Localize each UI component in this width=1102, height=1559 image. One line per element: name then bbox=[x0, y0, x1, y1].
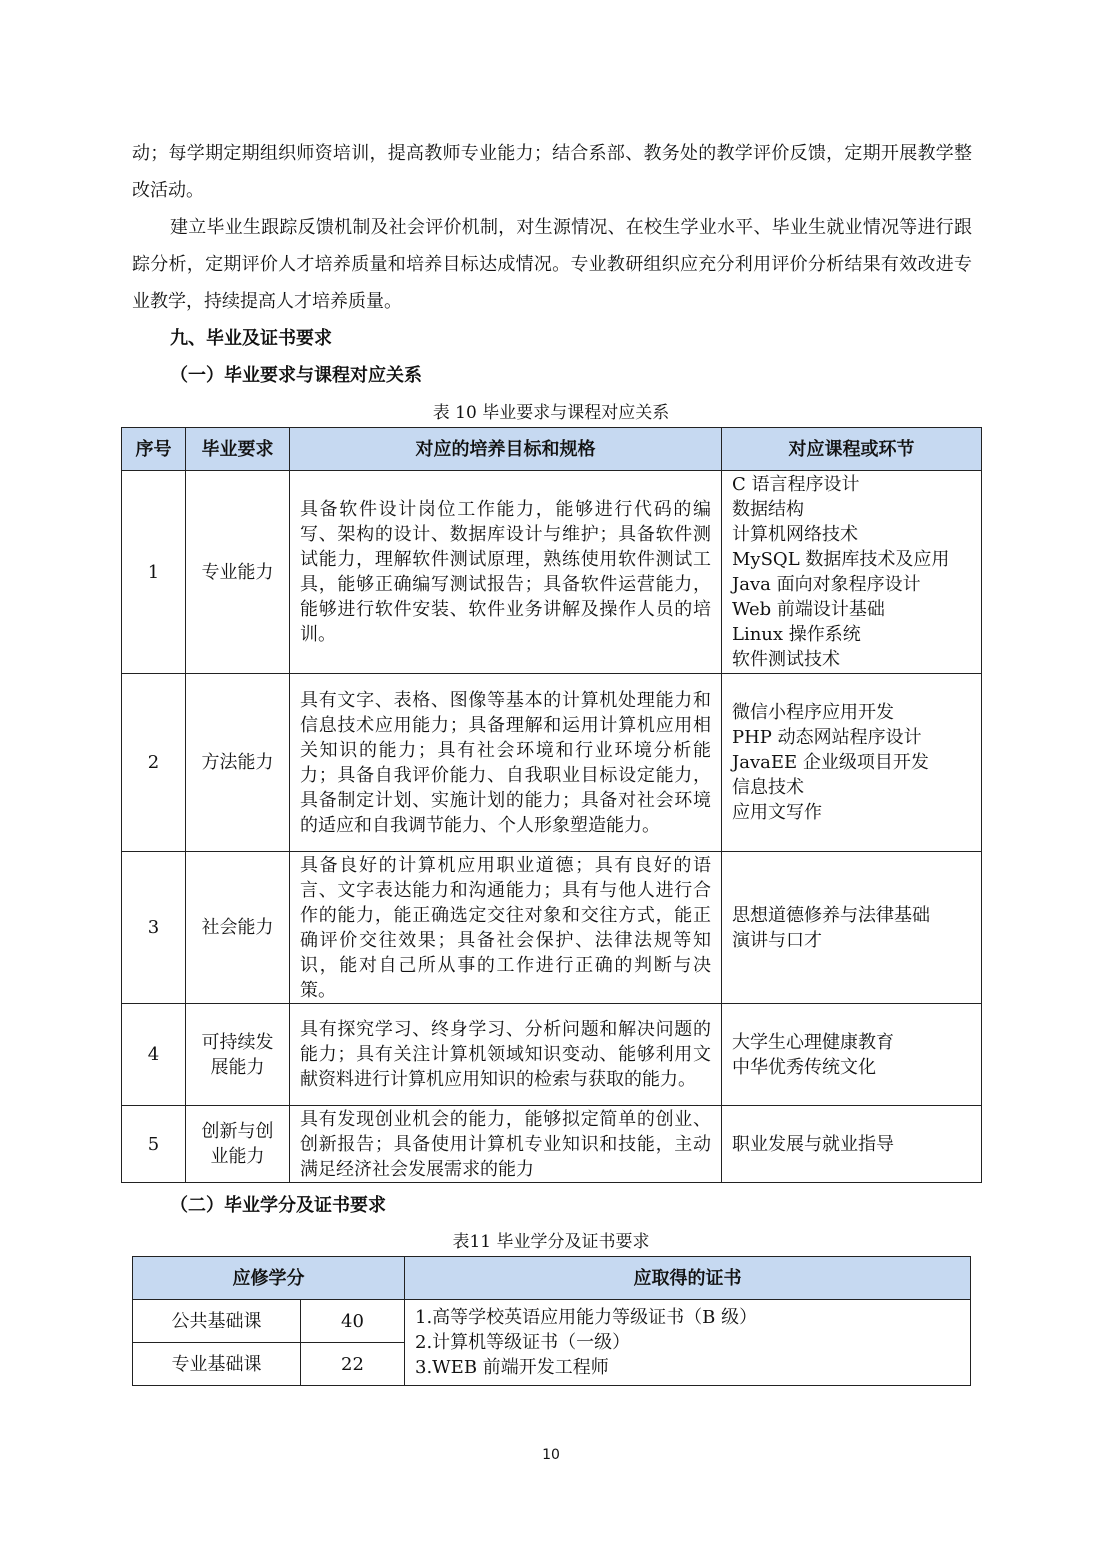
course-credits: 22 bbox=[301, 1343, 405, 1386]
row-courses: 大学生心理健康教育 中华优秀传统文化 bbox=[722, 1004, 982, 1106]
table-header-row bbox=[122, 428, 982, 471]
paragraph-graduate-tracking: 建立毕业生跟踪反馈机制及社会评价机制，对生源情况、在校生学业水平、毕业生就业情况等进行跟踪分析，定期评价人才培养质量和培养目标达成情况。专业教研组织应充分利用评价分析结果有效改进专业教学，持续提高人才培养质量。 bbox=[132, 217, 972, 312]
credits-certificates-table bbox=[132, 1256, 971, 1386]
row-spec: 具有探究学习、终身学习、分析问题和解决问题的能力；具有关注计算机领域知识变动、能够利用文献资料进行计算机应用知识的检索与获取的能力。 bbox=[290, 1004, 722, 1106]
graduation-requirements-table bbox=[121, 427, 982, 1183]
header-certificates: 应取得的证书 bbox=[405, 1257, 971, 1300]
row-spec: 具备良好的计算机应用职业道德；具有良好的语言、文字表达能力和沟通能力；具有与他人进行合作的能力，能正确选定交往对象和交往方式，能正确评价交往效果；具备社会保护、法律法规等知识，能对自己所从事的工作进行正确的判断与决策。 bbox=[290, 852, 722, 1004]
subsection-heading-1: （一）毕业要求与课程对应关系 bbox=[170, 365, 422, 386]
row-requirement: 可持续发展能力 bbox=[186, 1004, 290, 1106]
row-requirement: 方法能力 bbox=[186, 674, 290, 852]
row-requirement: 创新与创业能力 bbox=[186, 1106, 290, 1183]
row-no: 1 bbox=[122, 471, 186, 674]
header-requirement: 毕业要求 bbox=[186, 428, 290, 471]
table11-caption: 表11 毕业学分及证书要求 bbox=[452, 1232, 650, 1252]
row-no: 3 bbox=[122, 852, 186, 1004]
row-courses: C 语言程序设计 数据结构 计算机网络技术 MySQL 数据库技术及应用 Java 面向对象程序设计 Web 前端设计基础 Linux 操作系统 软件测试技术 bbox=[722, 471, 982, 674]
row-no: 5 bbox=[122, 1106, 186, 1183]
row-courses: 职业发展与就业指导 bbox=[722, 1106, 982, 1183]
certificate-list: 1.高等学校英语应用能力等级证书（B 级） 2.计算机等级证书（一级） 3.WEB 前端开发工程师 bbox=[405, 1300, 971, 1386]
course-category: 专业基础课 bbox=[133, 1343, 301, 1386]
header-no: 序号 bbox=[122, 428, 186, 471]
course-category: 公共基础课 bbox=[133, 1300, 301, 1343]
table10-caption: 表 10 毕业要求与课程对应关系 bbox=[432, 403, 670, 423]
subsection-heading-2: （二）毕业学分及证书要求 bbox=[170, 1195, 386, 1216]
section-heading: 九、毕业及证书要求 bbox=[170, 328, 332, 349]
header-courses: 对应课程或环节 bbox=[722, 428, 982, 471]
row-no: 4 bbox=[122, 1004, 186, 1106]
row-courses: 微信小程序应用开发 PHP 动态网站程序设计 JavaEE 企业级项目开发 信息技术 应用文写作 bbox=[722, 674, 982, 852]
row-spec: 具有文字、表格、图像等基本的计算机处理能力和信息技术应用能力；具备理解和运用计算机应用相关知识的能力；具有社会环境和行业环境分析能力；具备自我评价能力、自我职业目标设定能力，具备制定计划、实施计划的能力；具备对社会环境的适应和自我调节能力、个人形象塑造能力。 bbox=[290, 674, 722, 852]
table-row bbox=[122, 1004, 982, 1106]
course-credits: 40 bbox=[301, 1300, 405, 1343]
row-courses: 思想道德修养与法律基础 演讲与口才 bbox=[722, 852, 982, 1004]
table-row bbox=[122, 852, 982, 1004]
header-spec: 对应的培养目标和规格 bbox=[290, 428, 722, 471]
table-row bbox=[122, 471, 982, 674]
table-row bbox=[133, 1300, 971, 1343]
row-spec: 具有发现创业机会的能力，能够拟定简单的创业、创新报告；具备使用计算机专业知识和技能，主动满足经济社会发展需求的能力 bbox=[290, 1106, 722, 1183]
row-requirement: 专业能力 bbox=[186, 471, 290, 674]
table-row bbox=[122, 674, 982, 852]
header-credits: 应修学分 bbox=[133, 1257, 405, 1300]
row-requirement: 社会能力 bbox=[186, 852, 290, 1004]
page-number: 10 bbox=[542, 1447, 560, 1463]
paragraph-teaching-reform: 动；每学期定期组织师资培训，提高教师专业能力；结合系部、教务处的教学评价反馈，定期开展教学整改活动。 bbox=[132, 143, 972, 201]
row-spec: 具备软件设计岗位工作能力，能够进行代码的编写、架构的设计、数据库设计与维护；具备软件测试能力，理解软件测试原理，熟练使用软件测试工具，能够正确编写测试报告；具备软件运营能力，能够进行软件安装、软件业务讲解及操作人员的培训。 bbox=[290, 471, 722, 674]
row-no: 2 bbox=[122, 674, 186, 852]
table-header-row bbox=[133, 1257, 971, 1300]
table-row bbox=[122, 1106, 982, 1183]
